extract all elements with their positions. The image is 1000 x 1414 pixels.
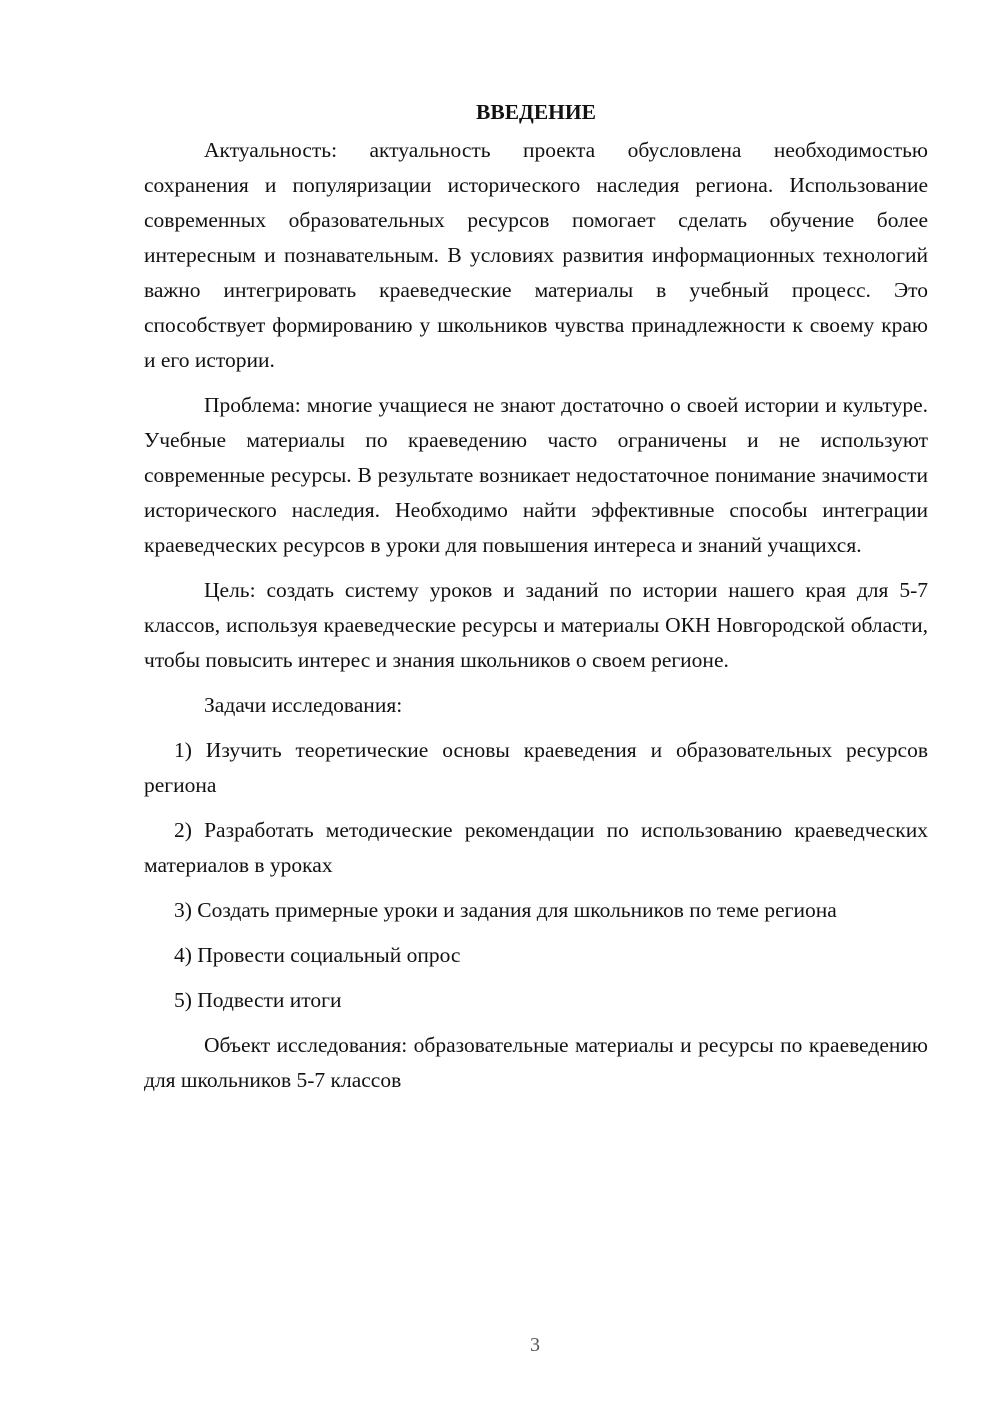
paragraph-tasks-intro: Задачи исследования:: [204, 693, 403, 717]
list-item: 1) Изучить теоретические основы краеведения и образовательных ресурсов региона: [144, 738, 928, 797]
list-item: 4) Провести социальный опрос: [174, 943, 461, 967]
list-item: 5) Подвести итоги: [174, 988, 342, 1012]
paragraph-object: Объект исследования: образовательные материалы и ресурсы по краеведению для школьников 5-7 классов: [144, 1033, 928, 1092]
paragraph-problem: Проблема: многие учащиеся не знают достаточно о своей истории и культуре. Учебные материалы по краеведению часто ограничены и не используют современные ресурсы. В результате возникает недостаточное понимание значимости исторического наследия. Необходимо найти эффективные способы интеграции краеведческих ресурсов в уроки для повышения интереса и знаний учащихся.: [144, 393, 928, 557]
paragraph-relevance: Актуальность: актуальность проекта обусловлена необходимостью сохранения и популяризации исторического наследия региона. Использование современных образовательных ресурсов помогает сделать обучение более интересным и познавательным. В условиях развития информационных технологий важно интегрировать краеведческие материалы в учебный процесс. Это способствует формированию у школьников чувства принадлежности к своему краю и его истории.: [144, 138, 928, 372]
list-item: 2) Разработать методические рекомендации по использованию краеведческих материалов в уроках: [144, 818, 928, 877]
page-title: ВВЕДЕНИЕ: [476, 100, 596, 124]
document-page: [144, 96, 928, 1098]
page-number: 3: [530, 1334, 540, 1356]
list-item: 3) Создать примерные уроки и задания для школьников по теме региона: [174, 898, 837, 922]
paragraph-goal: Цель: создать систему уроков и заданий по истории нашего края для 5-7 классов, используя краеведческие ресурсы и материалы ОКН Новгородской области, чтобы повысить интерес и знания школьников о своем регионе.: [144, 578, 928, 672]
